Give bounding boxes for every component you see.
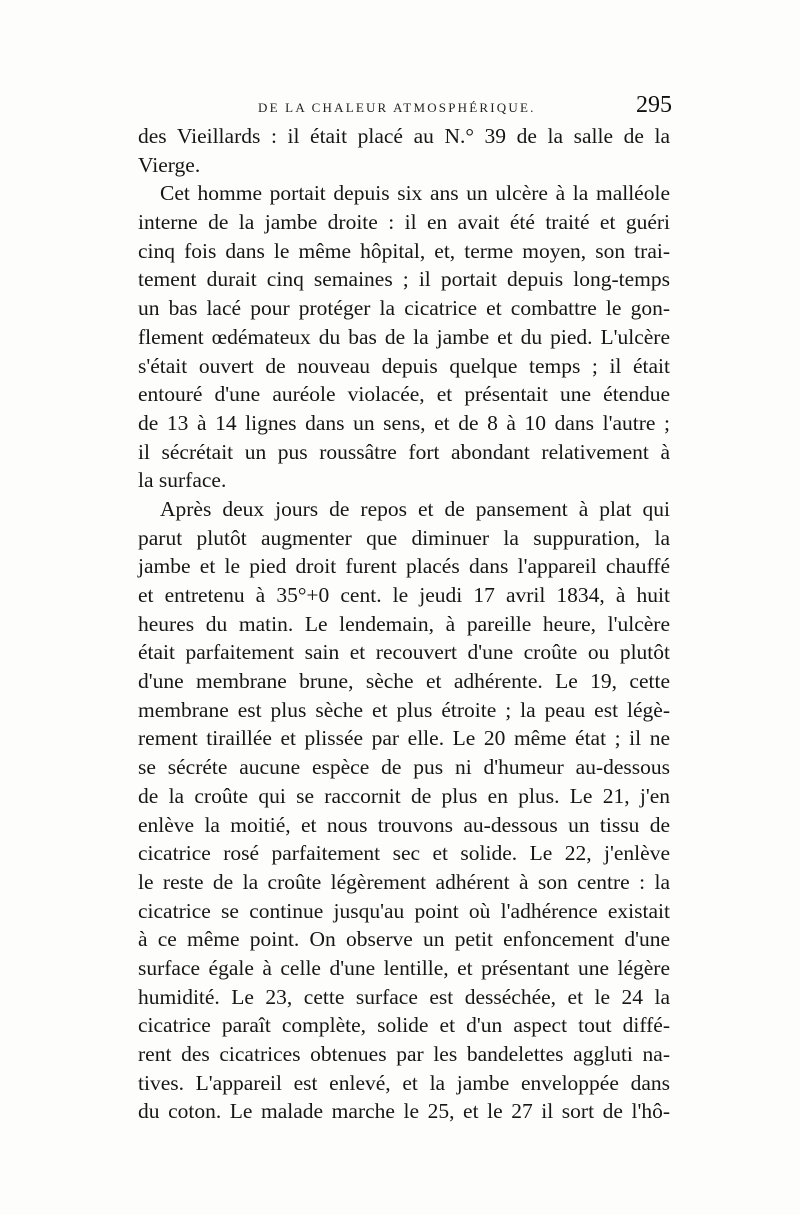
text-line: le reste de la croûte légèrement adhérent à son centre : la xyxy=(138,869,670,894)
text-line: tement durait cinq semaines ; il portait depuis long-temps xyxy=(138,267,670,292)
running-header xyxy=(138,92,678,122)
text-line: et entretenu à 35°+0 cent. le jeudi 17 avril 1834, à huit xyxy=(138,583,670,607)
text-line: interne de la jambe droite : il en avait été traité et guéri xyxy=(138,210,670,235)
text-line: des Vieillards : il était placé au N.° 39 de la salle de la xyxy=(138,124,670,148)
text-line: s'était ouvert de nouveau depuis quelque temps ; il était xyxy=(138,353,670,378)
text-line: Cet homme portait depuis six ans un ulcère à la malléole xyxy=(160,181,670,206)
text-line: à ce même point. On observe un petit enfoncement d'une xyxy=(138,927,670,952)
text-line: se sécréte aucune espèce de pus ni d'humeur au-dessous xyxy=(138,755,670,780)
text-line: cicatrice se continue jusqu'au point où l'adhérence existait xyxy=(138,898,670,923)
text-line: parut plutôt augmenter que diminuer la suppuration, la xyxy=(138,525,670,550)
text-line: cinq fois dans le même hôpital, et, terme moyen, son trai- xyxy=(138,238,670,263)
text-line: était parfaitement sain et recouvert d'une croûte ou plutôt xyxy=(138,640,670,665)
text-line: cicatrice paraît complète, solide et d'un aspect tout diffé- xyxy=(138,1013,670,1038)
text-line: un bas lacé pour protéger la cicatrice et combattre le gon- xyxy=(138,296,670,321)
text-line: rement tiraillée et plissée par elle. Le 20 même état ; il ne xyxy=(138,726,670,751)
text-line: Vierge. xyxy=(138,152,201,177)
text-line: du coton. Le malade marche le 25, et le 27 il sort de l'hô- xyxy=(138,1099,670,1124)
text-line: rent des cicatrices obtenues par les bandelettes aggluti na- xyxy=(138,1042,670,1066)
text-line: tives. L'appareil est enlevé, et la jambe enveloppée dans xyxy=(138,1070,670,1095)
body-text xyxy=(138,122,670,1126)
page-number: 295 xyxy=(636,92,672,118)
text-line: de 13 à 14 lignes dans un sens, et de 8 à 10 dans l'autre ; xyxy=(138,410,670,435)
text-line: humidité. Le 23, cette surface est desséchée, et le 24 la xyxy=(138,984,670,1009)
text-line: surface égale à celle d'une lentille, et présentant une légère xyxy=(138,955,670,980)
text-line: enlève la moitié, et nous trouvons au-dessous un tissu de xyxy=(138,812,670,837)
text-line: jambe et le pied droit furent placés dans l'appareil chauffé xyxy=(138,554,670,579)
text-line: de la croûte qui se raccornit de plus en plus. Le 21, j'en xyxy=(138,783,670,808)
text-line: heures du matin. Le lendemain, à pareille heure, l'ulcère xyxy=(138,611,670,636)
text-line: d'une membrane brune, sèche et adhérente. Le 19, cette xyxy=(138,669,670,694)
text-line: cicatrice rosé parfaitement sec et solide. Le 22, j'enlève xyxy=(138,841,670,866)
text-line: flement œdémateux du bas de la jambe et du pied. L'ulcère xyxy=(138,324,670,349)
text-line: entouré d'une auréole violacée, et présentait une étendue xyxy=(138,382,670,407)
running-title: DE LA CHALEUR ATMOSPHÉRIQUE. xyxy=(258,100,536,115)
text-line: Après deux jours de repos et de pansement à plat qui xyxy=(160,496,670,521)
text-line: il sécrétait un pus roussâtre fort abondant relativement à xyxy=(138,439,670,464)
text-line: membrane est plus sèche et plus étroite ; la peau est légè- xyxy=(138,697,670,722)
text-line: la surface. xyxy=(138,468,227,493)
